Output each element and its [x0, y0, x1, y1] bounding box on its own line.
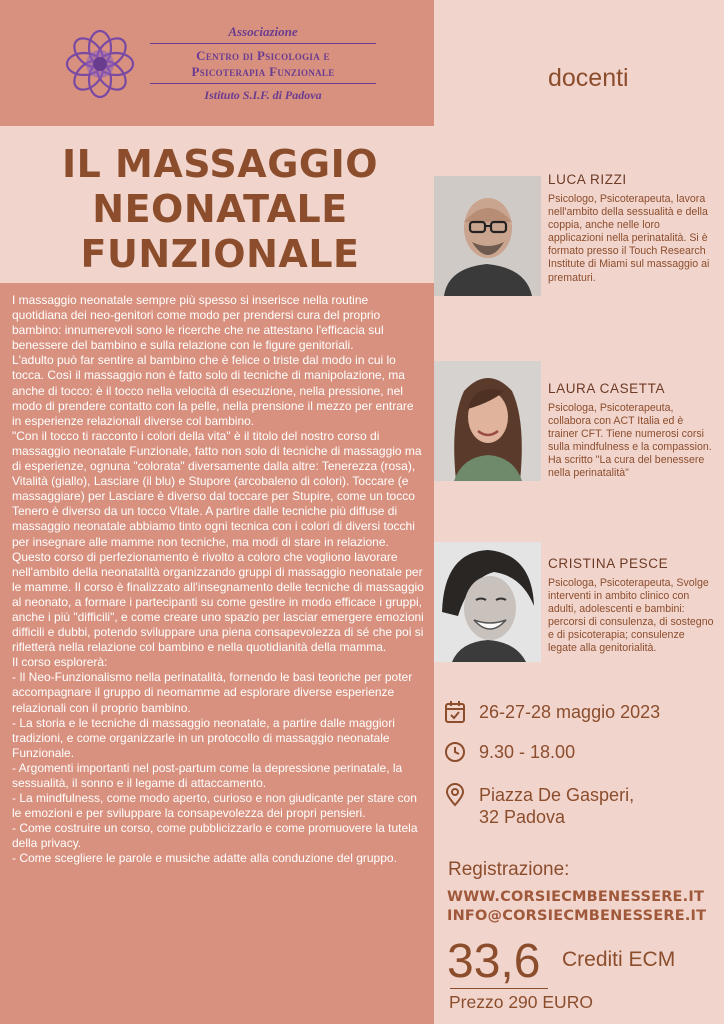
list-item: - La mindfulness, come modo aperto, curioso e non giudicante per stare con le emozioni e per sviluppare la consapevolezza dei propri pensieri.	[12, 791, 417, 821]
paragraph: "Con il tocco ti racconto i colori della vita" è il titolo del nostro corso di massaggio neonatale Funzionale, fatto non solo di tecniche di massaggio ma di esperienze, ognuna "colorata" diversamente dalla altre: Tenerezza (rosa), Vitalità (giallo), Lasciare (il blu) e Stupore (arcobaleno di colori). Toccare (e massaggiare) per Lasciare è diverso dal toccare per Stupire, come un tocco Tenero è diverso da un tocco Vitale. A partire dalle tecniche più diffuse di massaggio neonatale abbiamo tinto ogni tecnica con i colori di diversi tocchi per insegnare alle mamme non tecniche, ma modi di stare in relazione.	[12, 428, 422, 549]
docente-name: LAURA CASETTA	[548, 381, 666, 396]
clock-icon	[444, 740, 466, 764]
docente-description: Psicologo, Psicoterapeuta, lavora nell'ambito della sessualità e della coppia, anche nelle loro applicazioni nella perinatalità. Si è formato presso il Touch Research Institute di Miami sul massaggio ai prematuri.	[548, 193, 710, 284]
paragraph: Il corso esplorerà:	[12, 655, 108, 670]
avatar	[434, 176, 541, 296]
time-text: 9.30 - 18.00	[479, 742, 576, 762]
avatar	[434, 361, 541, 481]
place-line-2: 32 Padova	[479, 807, 566, 827]
ecm-credits-number: 33,6	[447, 935, 541, 988]
association-label: Associazione	[228, 24, 298, 39]
docenti-heading: docenti	[548, 64, 629, 92]
paragraph: Questo corso di perfezionamento è rivolto a coloro che vogliono lavorare nell'ambito della neonatalità organizzando gruppi di massaggio neonatale per le mamme. Il corso è finalizzato all'insegnamento delle tecniche di massaggio al neonato, a formare i partecipanti su come gestire in modo efficace i gruppi, anche i più "difficili", e come creare uno spazio per lasciar emergere emozioni difficili e dubbi, potendo sviluppare una piena consapevolezza di sé che poi si rifletterà nella relazione col bambino e nella quotidianità della mamma.	[12, 549, 424, 655]
institute-name: Istituto S.I.F. di Padova	[204, 88, 322, 102]
center-name-line2: Psicoterapia Funzionale	[191, 64, 335, 79]
avatar	[434, 542, 541, 662]
paragraph: L'adulto può far sentire al bambino che è felice o triste dal modo in cui lo tocca. Così il massaggio non è fatto solo di tecniche di manipolazione, ma anche di tocco: è il tocco nella velocità di esecuzione, nella pressione, nel modo di prendere contatto con la pelle, nella prensione il mezzo per entrare in esperienze relazionali diverse col bambino.	[12, 353, 414, 428]
page-title	[20, 142, 420, 277]
price-text: Prezzo 290 EURO	[449, 992, 593, 1012]
title-line-2: NEONATALE	[92, 187, 348, 231]
association-block	[150, 24, 376, 103]
flower-logo-icon	[62, 26, 138, 102]
list-item: - Come costruire un corso, come pubblicizzarlo e come promuovere la tutela della privacy.	[12, 821, 418, 851]
divider	[150, 83, 376, 84]
list-item: - Il Neo-Funzionalismo nella perinatalità, fornendo le basi teoriche per poter accompagnare il gruppo di neomamme ad esplorare diverse esperienze relazionali con il proprio bambino.	[12, 670, 413, 715]
website-link[interactable]: WWW.CORSIECMBENESSERE.IT	[447, 889, 705, 905]
course-description	[12, 293, 424, 867]
title-line-3: FUNZIONALE	[80, 232, 360, 276]
divider	[150, 43, 376, 44]
ecm-credits-label: Crediti ECM	[562, 948, 676, 971]
docente-description: Psicologa, Psicoterapeuta, collabora con ACT Italia ed è trainer CFT. Tiene numerosi corsi sulla mindfulness e la compassion. Ha scritto "La cura del benessere nella perinatalità"	[548, 402, 712, 480]
registration-label: Registrazione:	[448, 859, 570, 880]
center-name-line1: Centro di Psicologia e	[196, 48, 330, 63]
calendar-icon	[444, 700, 466, 724]
location-pin-icon	[444, 783, 466, 807]
docente-name: LUCA RIZZI	[548, 172, 627, 187]
list-item: - La storia e le tecniche di massaggio neonatale, a partire dalle maggiori tradizioni, e come organizzarle in un protocollo di massaggio neonatale Funzionale.	[12, 715, 395, 760]
paragraph: I massaggio neonatale sempre più spesso si inserisce nella routine quotidiana dei neo-genitori come modo per prendersi cura del proprio bambino: innumerevoli sono le ricerche che ne attestano l'efficacia sul benessere del bambino e sulla relazione con le figure genitoriali.	[12, 293, 384, 353]
docente-description: Psicologa, Psicoterapeuta, Svolge interventi in ambito clinico con adulti, adolescenti e bambini: percorsi di consulenza, di sostegno e di psicoterapia; consulenze legate alla genitorialità.	[548, 577, 714, 655]
divider	[450, 988, 548, 989]
dates-text: 26-27-28 maggio 2023	[479, 702, 661, 722]
list-item: - Argomenti importanti nel post-partum come la depressione perinatale, la sessualità, il sonno e il legame di attaccamento.	[12, 760, 403, 790]
place-line-1: Piazza De Gasperi,	[479, 785, 635, 805]
docente-name: CRISTINA PESCE	[548, 556, 669, 571]
email-link[interactable]: INFO@CORSIECMBENESSERE.IT	[447, 908, 707, 924]
list-item: - Come scegliere le parole e musiche adatte alla conduzione del gruppo.	[12, 851, 397, 866]
title-line-1: IL MASSAGGIO	[61, 142, 379, 186]
